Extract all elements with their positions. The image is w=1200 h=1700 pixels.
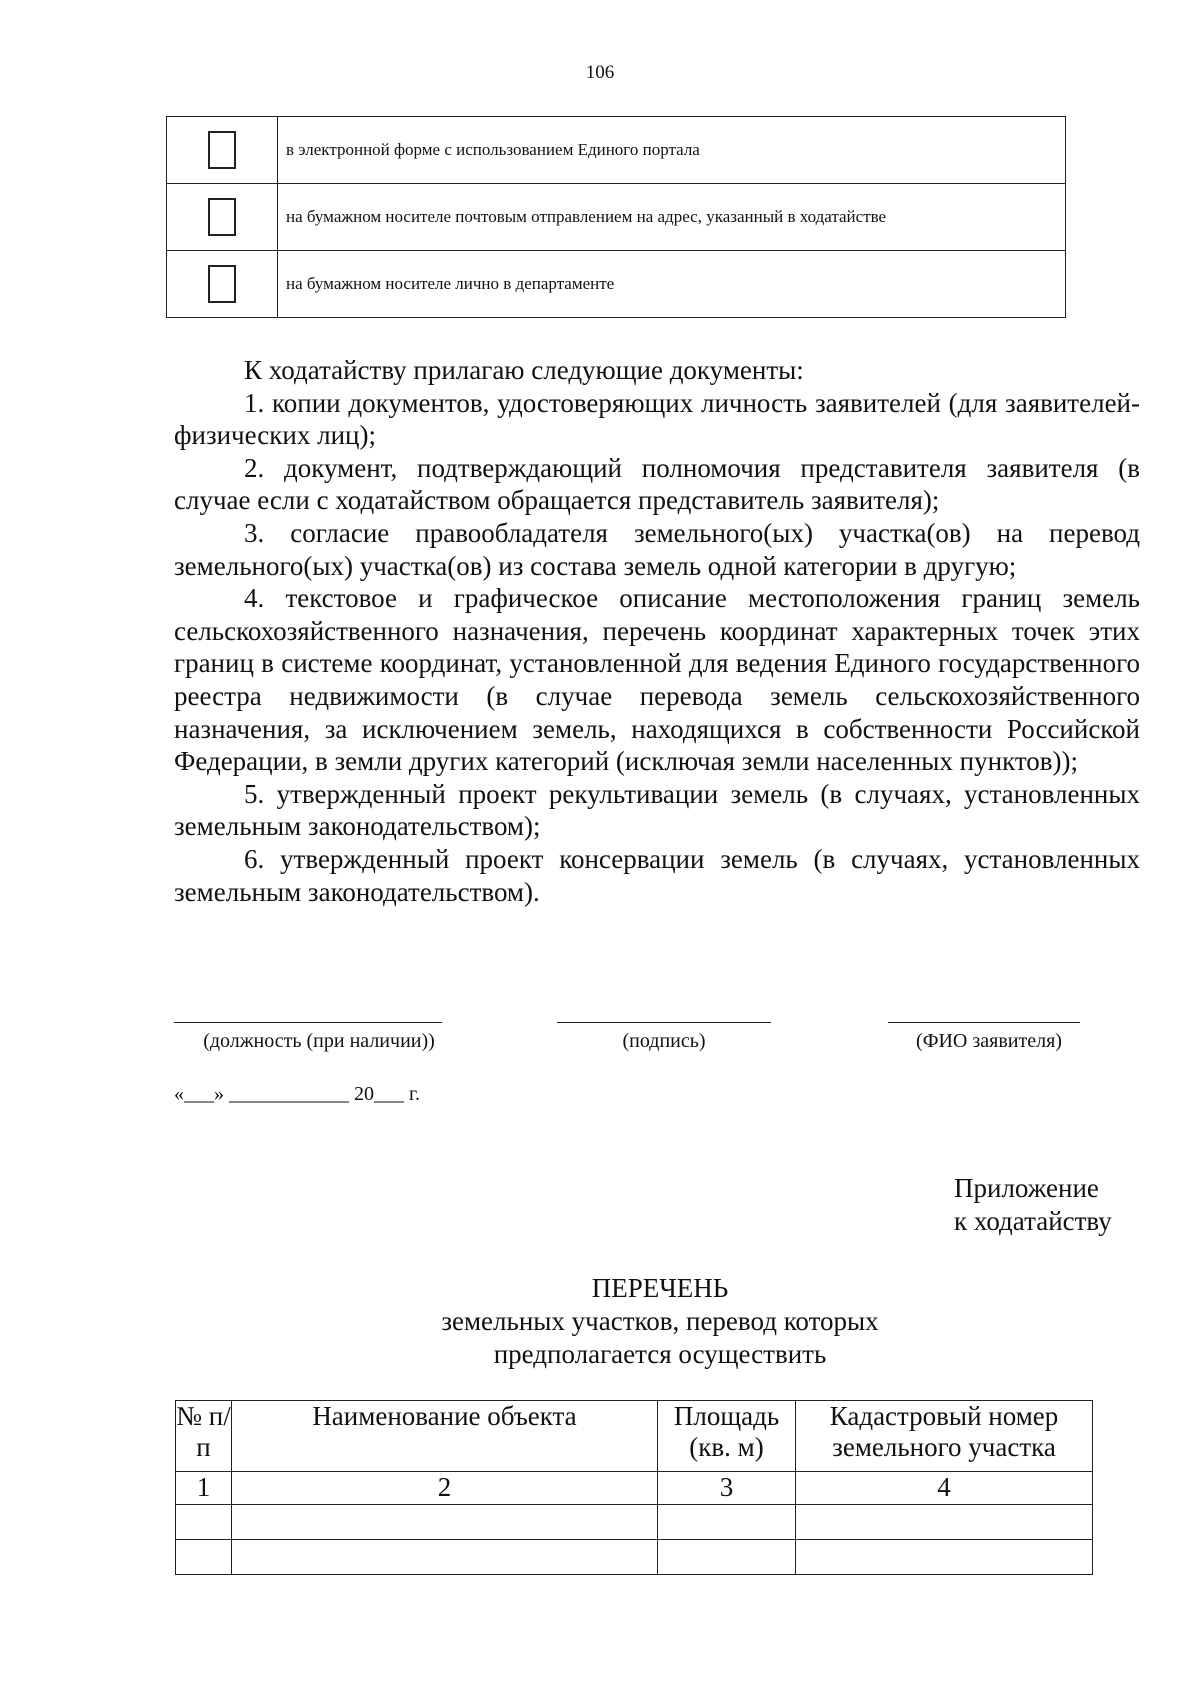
- delivery-option-checkbox[interactable]: [208, 265, 236, 303]
- signature-line[interactable]: [557, 1022, 771, 1023]
- column-number: 1: [176, 1472, 232, 1505]
- table-cell[interactable]: [796, 1540, 1093, 1575]
- land-plots-table: [175, 1400, 1093, 1575]
- header-name: Наименование объекта: [232, 1401, 658, 1472]
- header-area: Площадь (кв. м): [658, 1401, 796, 1472]
- position-line[interactable]: [174, 1022, 442, 1023]
- table-cell[interactable]: [658, 1505, 796, 1540]
- table-row: [176, 1540, 1093, 1575]
- attachments-intro: К ходатайству прилагаю следующие документы:: [244, 355, 804, 385]
- delivery-option-label: на бумажном носителе почтовым отправлением на адрес, указанный в ходатайстве: [278, 184, 1066, 251]
- column-number-row: [176, 1472, 1093, 1505]
- name-label: (ФИО заявителя): [916, 1030, 1062, 1052]
- attachment-item: 6. утвержденный проект консервации земель (в случаях, установленных земельным законодательством).: [174, 843, 1140, 907]
- list-title-subtitle: предполагается осуществить: [493, 1339, 827, 1369]
- delivery-option-row: [167, 117, 1066, 184]
- position-label: (должность (при наличии)): [203, 1030, 435, 1052]
- delivery-option-row: [167, 184, 1066, 251]
- delivery-option-label: на бумажном носителе лично в департаменте: [278, 251, 1066, 318]
- appendix-note: [954, 1172, 1112, 1238]
- appendix-line: Приложение: [954, 1173, 1099, 1203]
- date-line: «___» ____________ 20___ г.: [174, 1083, 420, 1105]
- column-number: 4: [796, 1472, 1093, 1505]
- appendix-line: к ходатайству: [954, 1206, 1112, 1236]
- column-number: 2: [232, 1472, 658, 1505]
- list-title-heading: ПЕРЕЧЕНЬ: [591, 1273, 729, 1303]
- delivery-option-row: [167, 251, 1066, 318]
- table-header-row: [176, 1401, 1093, 1472]
- table-cell[interactable]: [176, 1505, 232, 1540]
- attachment-item: 4. текстовое и графическое описание местоположения границ земель сельскохозяйственного назначения, перечень координат характерных точек этих границ в системе координат, установленной для ведения Единого государственного реестра недвижимости (в случае перевода земель сельскохозяйственного назначения, за исключением земель, находящихся в собственности Российской Федерации, в земли других категорий (исключая земли населенных пунктов));: [174, 583, 1140, 777]
- header-num: № п/п: [176, 1401, 232, 1472]
- delivery-option-label: в электронной форме с использованием Единого портала: [278, 117, 1066, 184]
- header-cadastral: Кадастровый номер земельного участка: [796, 1401, 1093, 1472]
- delivery-option-checkbox[interactable]: [208, 131, 236, 169]
- list-title: [0, 1272, 1200, 1371]
- table-cell[interactable]: [232, 1540, 658, 1575]
- delivery-method-table: [166, 116, 1066, 318]
- page-number: 106: [585, 62, 615, 83]
- attachment-item: 3. согласие правообладателя земельного(ых) участка(ов) на перевод земельного(ых) участка(ов) из состава земель одной категории в другую;: [174, 517, 1140, 581]
- table-cell[interactable]: [658, 1540, 796, 1575]
- table-cell[interactable]: [176, 1540, 232, 1575]
- delivery-option-checkbox[interactable]: [208, 198, 236, 236]
- table-row: [176, 1505, 1093, 1540]
- name-line[interactable]: [888, 1022, 1080, 1023]
- attachment-item: 2. документ, подтверждающий полномочия представителя заявителя (в случае если с ходатайством обращается представитель заявителя);: [174, 452, 1140, 516]
- list-title-subtitle: земельных участков, перевод которых: [441, 1306, 879, 1336]
- table-cell[interactable]: [232, 1505, 658, 1540]
- attachments-section: [174, 354, 1140, 908]
- attachment-item: 5. утвержденный проект рекультивации земель (в случаях, установленных земельным законодательством);: [174, 778, 1140, 842]
- column-number: 3: [658, 1472, 796, 1505]
- signature-label: (подпись): [622, 1030, 706, 1052]
- table-cell[interactable]: [796, 1505, 1093, 1540]
- attachment-item: 1. копии документов, удостоверяющих личность заявителей (для заявителей- физических лиц);: [174, 387, 1140, 451]
